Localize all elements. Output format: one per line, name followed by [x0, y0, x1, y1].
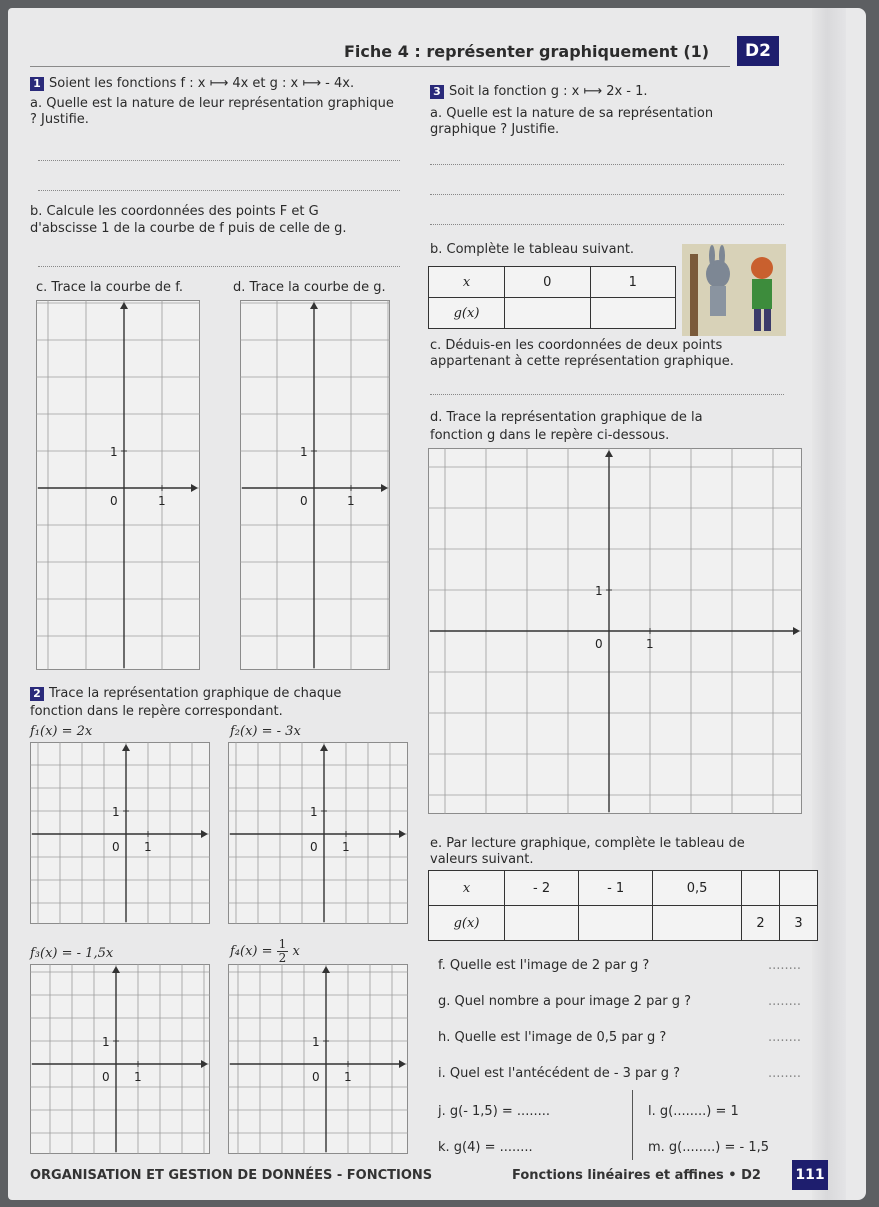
values-table-1	[428, 266, 676, 329]
grid-frame	[31, 965, 210, 1154]
origin-label: 0	[310, 840, 318, 854]
page-number: 111	[792, 1160, 828, 1190]
x-unit-label: 1	[347, 494, 355, 508]
origin-label: 0	[300, 494, 308, 508]
graph-f3[interactable]	[30, 964, 210, 1154]
ex3-question-f: f. Quelle est l'image de 2 par g ?	[438, 958, 650, 973]
answer-line[interactable]	[430, 394, 784, 395]
x-unit-label: 1	[646, 637, 654, 651]
table2-header-x: x	[429, 871, 505, 906]
ex3-qd-line1: d. Trace la représentation graphique de la	[430, 410, 703, 425]
ex3-question-b: b. Complète le tableau suivant.	[430, 242, 635, 257]
table1-cell: 0	[505, 267, 591, 298]
y-unit-label: 1	[102, 1035, 110, 1049]
table2-cell: 2	[741, 906, 779, 941]
table2-input-cell[interactable]	[741, 871, 779, 906]
answer-line[interactable]	[430, 164, 784, 165]
ex1-intro: Soient les fonctions f : x ⟼ 4x et g : x ⟼ - 4x.	[49, 76, 355, 91]
ex3-question-l[interactable]: l. g(........) = 1	[648, 1104, 739, 1119]
table2-input-cell[interactable]	[779, 871, 817, 906]
x-unit-label: 1	[144, 840, 152, 854]
footer-chapter: Fonctions linéaires et affines • D2	[512, 1168, 761, 1183]
graph-f[interactable]	[36, 300, 200, 670]
ex3-qe-line2: valeurs suivant.	[430, 852, 534, 867]
table2-cell: 3	[779, 906, 817, 941]
y-unit-label: 1	[300, 445, 308, 459]
ex3-question-m[interactable]: m. g(........) = - 1,5	[648, 1140, 770, 1155]
answer-divider	[632, 1090, 633, 1160]
ex1-question-b-line2: d'abscisse 1 de la courbe de f puis de celle de g.	[30, 221, 347, 236]
f4-fraction	[277, 938, 289, 965]
ex3-qc-line2: appartenant à cette représentation graphique.	[430, 354, 734, 369]
graph-f4[interactable]	[228, 964, 408, 1154]
ex1-question-a: a. Quelle est la nature de leur représentation graphique ? Justifie.	[30, 96, 394, 127]
answer-line[interactable]	[38, 190, 400, 191]
answer-dots[interactable]: ........	[768, 1066, 802, 1081]
x-unit-label: 1	[134, 1070, 142, 1084]
ex3-intro: Soit la fonction g : x ⟼ 2x - 1.	[449, 84, 648, 99]
table1-input-cell[interactable]	[505, 298, 591, 329]
graph-f2[interactable]	[228, 742, 408, 924]
origin-label: 0	[110, 494, 118, 508]
graph-g-main[interactable]	[428, 448, 802, 814]
y-unit-label: 1	[310, 805, 318, 819]
ex2-line2: fonction dans le repère correspondant.	[30, 704, 283, 719]
f1-label: f₁(x) = 2x	[30, 724, 93, 739]
table2-header-gx: g(x)	[429, 906, 505, 941]
graph-f1[interactable]	[30, 742, 210, 924]
grid-frame	[31, 743, 210, 924]
origin-label: 0	[595, 637, 603, 651]
y-unit-label: 1	[112, 805, 120, 819]
origin-label: 0	[102, 1070, 110, 1084]
ex3-question-j[interactable]: j. g(- 1,5) = ........	[438, 1104, 550, 1119]
ex2-line1	[30, 686, 341, 702]
table2-input-cell[interactable]	[505, 906, 579, 941]
answer-line[interactable]	[430, 194, 784, 195]
f2-label: f₂(x) = - 3x	[230, 724, 301, 739]
table1-header-gx: g(x)	[429, 298, 505, 329]
graph-g[interactable]	[240, 300, 390, 670]
f4-lhs: f₄(x) =	[230, 944, 273, 959]
table1-header-x: x	[429, 267, 505, 298]
grid-frame	[229, 743, 408, 924]
table2-input-cell[interactable]	[579, 906, 653, 941]
answer-line[interactable]	[38, 160, 400, 161]
y-unit-label: 1	[595, 584, 603, 598]
f4-variable: x	[292, 944, 300, 959]
ex1-question-d: d. Trace la courbe de g.	[233, 280, 386, 295]
ex3-question-g: g. Quel nombre a pour image 2 par g ?	[438, 994, 692, 1009]
ex3-question-k[interactable]: k. g(4) = ........	[438, 1140, 533, 1155]
ex1-question-c: c. Trace la courbe de f.	[36, 280, 183, 295]
grid-frame	[37, 301, 200, 670]
ex3-qc-line1: c. Déduis-en les coordonnées de deux points	[430, 338, 723, 353]
answer-line[interactable]	[430, 224, 784, 225]
ex3-qa-line1: a. Quelle est la nature de sa représentation	[430, 106, 714, 121]
ex3-question-i: i. Quel est l'antécédent de - 3 par g ?	[438, 1066, 681, 1081]
table1-cell: 1	[590, 267, 676, 298]
page-title: Fiche 4 : représenter graphiquement (1)	[344, 42, 710, 61]
table2-cell: 0,5	[653, 871, 742, 906]
footer-section-title: ORGANISATION ET GESTION DE DONNÉES - FONCTIONS	[30, 1168, 433, 1183]
f3-label: f₃(x) = - 1,5x	[30, 946, 114, 961]
x-unit-label: 1	[344, 1070, 352, 1084]
ex2-text-1: Trace la représentation graphique de chaque	[49, 686, 342, 701]
x-unit-label: 1	[158, 494, 166, 508]
cartoon-illustration	[682, 244, 786, 336]
grid-frame	[241, 301, 390, 670]
grid-frame	[229, 965, 408, 1154]
origin-label: 0	[312, 1070, 320, 1084]
domain-badge: D2	[737, 36, 779, 66]
title-rule	[30, 66, 730, 67]
ex3-intro-line	[430, 84, 648, 100]
table2-cell: - 1	[579, 871, 653, 906]
table2-cell: - 2	[505, 871, 579, 906]
answer-dots[interactable]: ........	[768, 958, 802, 973]
values-table-2	[428, 870, 818, 941]
ex3-number: 3	[430, 85, 444, 99]
f4-numerator: 1	[278, 937, 287, 951]
ex1-question-b-line1: b. Calcule les coordonnées des points F et G	[30, 204, 319, 219]
ex3-question-h: h. Quelle est l'image de 0,5 par g ?	[438, 1030, 667, 1045]
f4-label	[230, 938, 300, 965]
origin-label: 0	[112, 840, 120, 854]
answer-dots[interactable]: ........	[768, 1030, 802, 1045]
ex3-qd-line2: fonction g dans le repère ci-dessous.	[430, 428, 670, 443]
ex3-qa-line2: graphique ? Justifie.	[430, 122, 560, 137]
ex1-number: 1	[30, 77, 44, 91]
ex3-qe-line1: e. Par lecture graphique, complète le tableau de	[430, 836, 745, 851]
column-divider	[416, 76, 417, 1152]
answer-line[interactable]	[38, 266, 400, 267]
ex2-number: 2	[30, 687, 44, 701]
answer-dots[interactable]: ........	[768, 994, 802, 1009]
table2-input-cell[interactable]	[653, 906, 742, 941]
table1-input-cell[interactable]	[590, 298, 676, 329]
y-unit-label: 1	[312, 1035, 320, 1049]
page-spine	[812, 8, 846, 1200]
workbook-page	[8, 8, 866, 1200]
f4-denominator: 2	[278, 951, 287, 965]
x-unit-label: 1	[342, 840, 350, 854]
y-unit-label: 1	[110, 445, 118, 459]
ex1-intro-line	[30, 76, 354, 92]
